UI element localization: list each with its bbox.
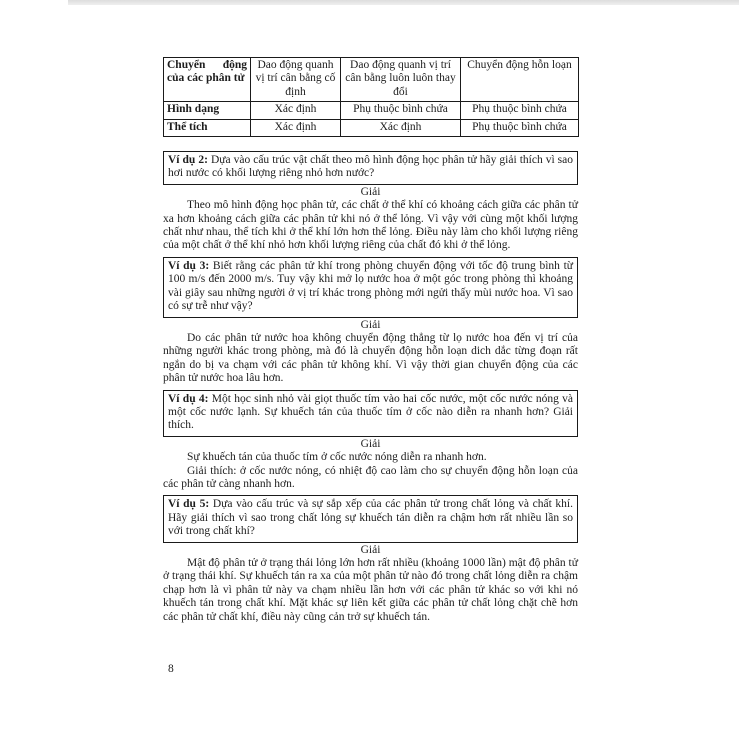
document-page [163, 57, 578, 624]
solution-paragraph: Sự khuếch tán của thuốc tím ở cốc nước nóng diễn ra nhanh hơn. [187, 451, 487, 464]
example-3-section [163, 257, 578, 386]
solution-heading: Giải [360, 543, 381, 556]
solution-heading: Giải [360, 185, 381, 198]
solution-paragraph: Do các phân tử nước hoa không chuyển động thẳng từ lọ nước hoa đến vị trí của những người khác trong phòng, mà đó là chuyển động hỗn loạn dich dắc từng đoạn rất ngắn do bị va chạm với các phân tử không khí. Vì vậy thời gian chuyển động của các phân tử nước hoa lâu hơn. [163, 331, 578, 385]
table-row [164, 102, 579, 119]
table-cell: Hình dạng [164, 102, 251, 119]
table-cell: Thể tích [164, 119, 251, 136]
example-5-section [163, 495, 578, 624]
table-row [164, 119, 579, 136]
table-cell: Dao động quanh vị trí cân bằng cố định [251, 58, 341, 102]
example-2-label: Ví dụ 2: [168, 154, 208, 167]
solution-paragraph: Theo mô hình động học phân tử, các chất ở thể khí có khoảng cách giữa các phân tử xa hơn khoảng cách giữa các phân tử khi nó ở thể lỏng. Vì vậy với cùng một khối lượng chất như nhau, thể tích khi ở thể khí lớn hơn thể lỏng. Điều này làm cho khối lượng riêng của một chất ở thể khí nhỏ hơn khối lượng riêng của chất đó khi ở thể lỏng. [163, 199, 578, 252]
table-cell: Phụ thuộc bình chứa [461, 119, 579, 136]
example-4-question-box [163, 390, 578, 437]
solution-paragraph: Giải thích: ở cốc nước nóng, có nhiệt độ cao làm cho sự chuyển động hỗn loạn của các phân tử càng nhanh hơn. [163, 464, 578, 490]
table-cell: Xác định [251, 102, 341, 119]
page-number: 8 [168, 663, 174, 675]
molecular-motion-table [163, 57, 579, 137]
table-cell: Chuyển động của các phân tử [164, 58, 251, 102]
example-3-label: Ví dụ 3: [168, 259, 210, 272]
example-3-question: Biết rằng các phân tử khí trong phòng chuyển động với tốc độ trung bình từ 100 m/s đến 2000 m/s. Tuy vậy khi mở lọ nước hoa ở một góc trong phòng thì khoảng vài giây sau những người ở vị trí khác trong phòng mới ngửi thấy mùi nước hoa. Vì sao có sự trễ như vậy? [168, 259, 573, 313]
example-5-question: Dựa vào cấu trúc và sự sắp xếp của các phân tử trong chất lỏng và chất khí. Hãy giải thích vì sao trong chất lỏng sự khuếch tán diễn ra chậm hơn rất nhiều lần so với trong chất khí? [168, 498, 574, 538]
example-5-label: Ví dụ 5: [168, 498, 210, 511]
table-cell: Phụ thuộc bình chứa [341, 102, 461, 119]
example-4-section [163, 390, 578, 492]
solution-heading: Giải [360, 318, 381, 331]
table-cell: Chuyển động hỗn loạn [461, 58, 579, 102]
example-2-question: Dựa vào cấu trúc vật chất theo mô hình động học phân tử hãy giải thích vì sao hơi nước có khối lượng riêng nhỏ hơn nước? [168, 154, 574, 180]
example-4-label: Ví dụ 4: [168, 392, 209, 405]
table-cell: Phụ thuộc bình chứa [461, 102, 579, 119]
example-2-section [163, 151, 578, 253]
example-2-question-box [163, 151, 578, 185]
table-cell: Xác định [251, 119, 341, 136]
table-row [164, 58, 579, 102]
table-cell: Dao động quanh vị trí cân bằng luôn luôn thay đổi [341, 58, 461, 102]
solution-heading: Giải [360, 437, 381, 450]
example-5-question-box [163, 495, 578, 542]
table-cell: Xác định [341, 119, 461, 136]
scan-edge-strip [68, 0, 739, 5]
solution-paragraph: Mật độ phân tử ở trạng thái lỏng lớn hơn rất nhiều (khoảng 1000 lần) mật độ phân tử ở trạng thái khí. Sự khuếch tán ra xa của một phân tử nào đó trong chất lỏng diễn ra chậm chạp hơn là vì phân tử này va chạm nhiều lần hơn với các phân tử khác so với khi nó khuếch tán trong chất khí. Mặt khác sự liên kết giữa các phân tử chất lỏng chặt chẽ hơn các phân tử chất khí, điều này cũng cản trở sự khuếch tán. [163, 557, 578, 623]
example-4-question: Một học sinh nhỏ vài giọt thuốc tím vào hai cốc nước, một cốc nước nóng và một cốc nước lạnh. Sự khuếch tán của thuốc tím ở cốc nào diễn ra nhanh hơn? Giải thích. [168, 392, 574, 432]
example-3-question-box [163, 257, 578, 318]
